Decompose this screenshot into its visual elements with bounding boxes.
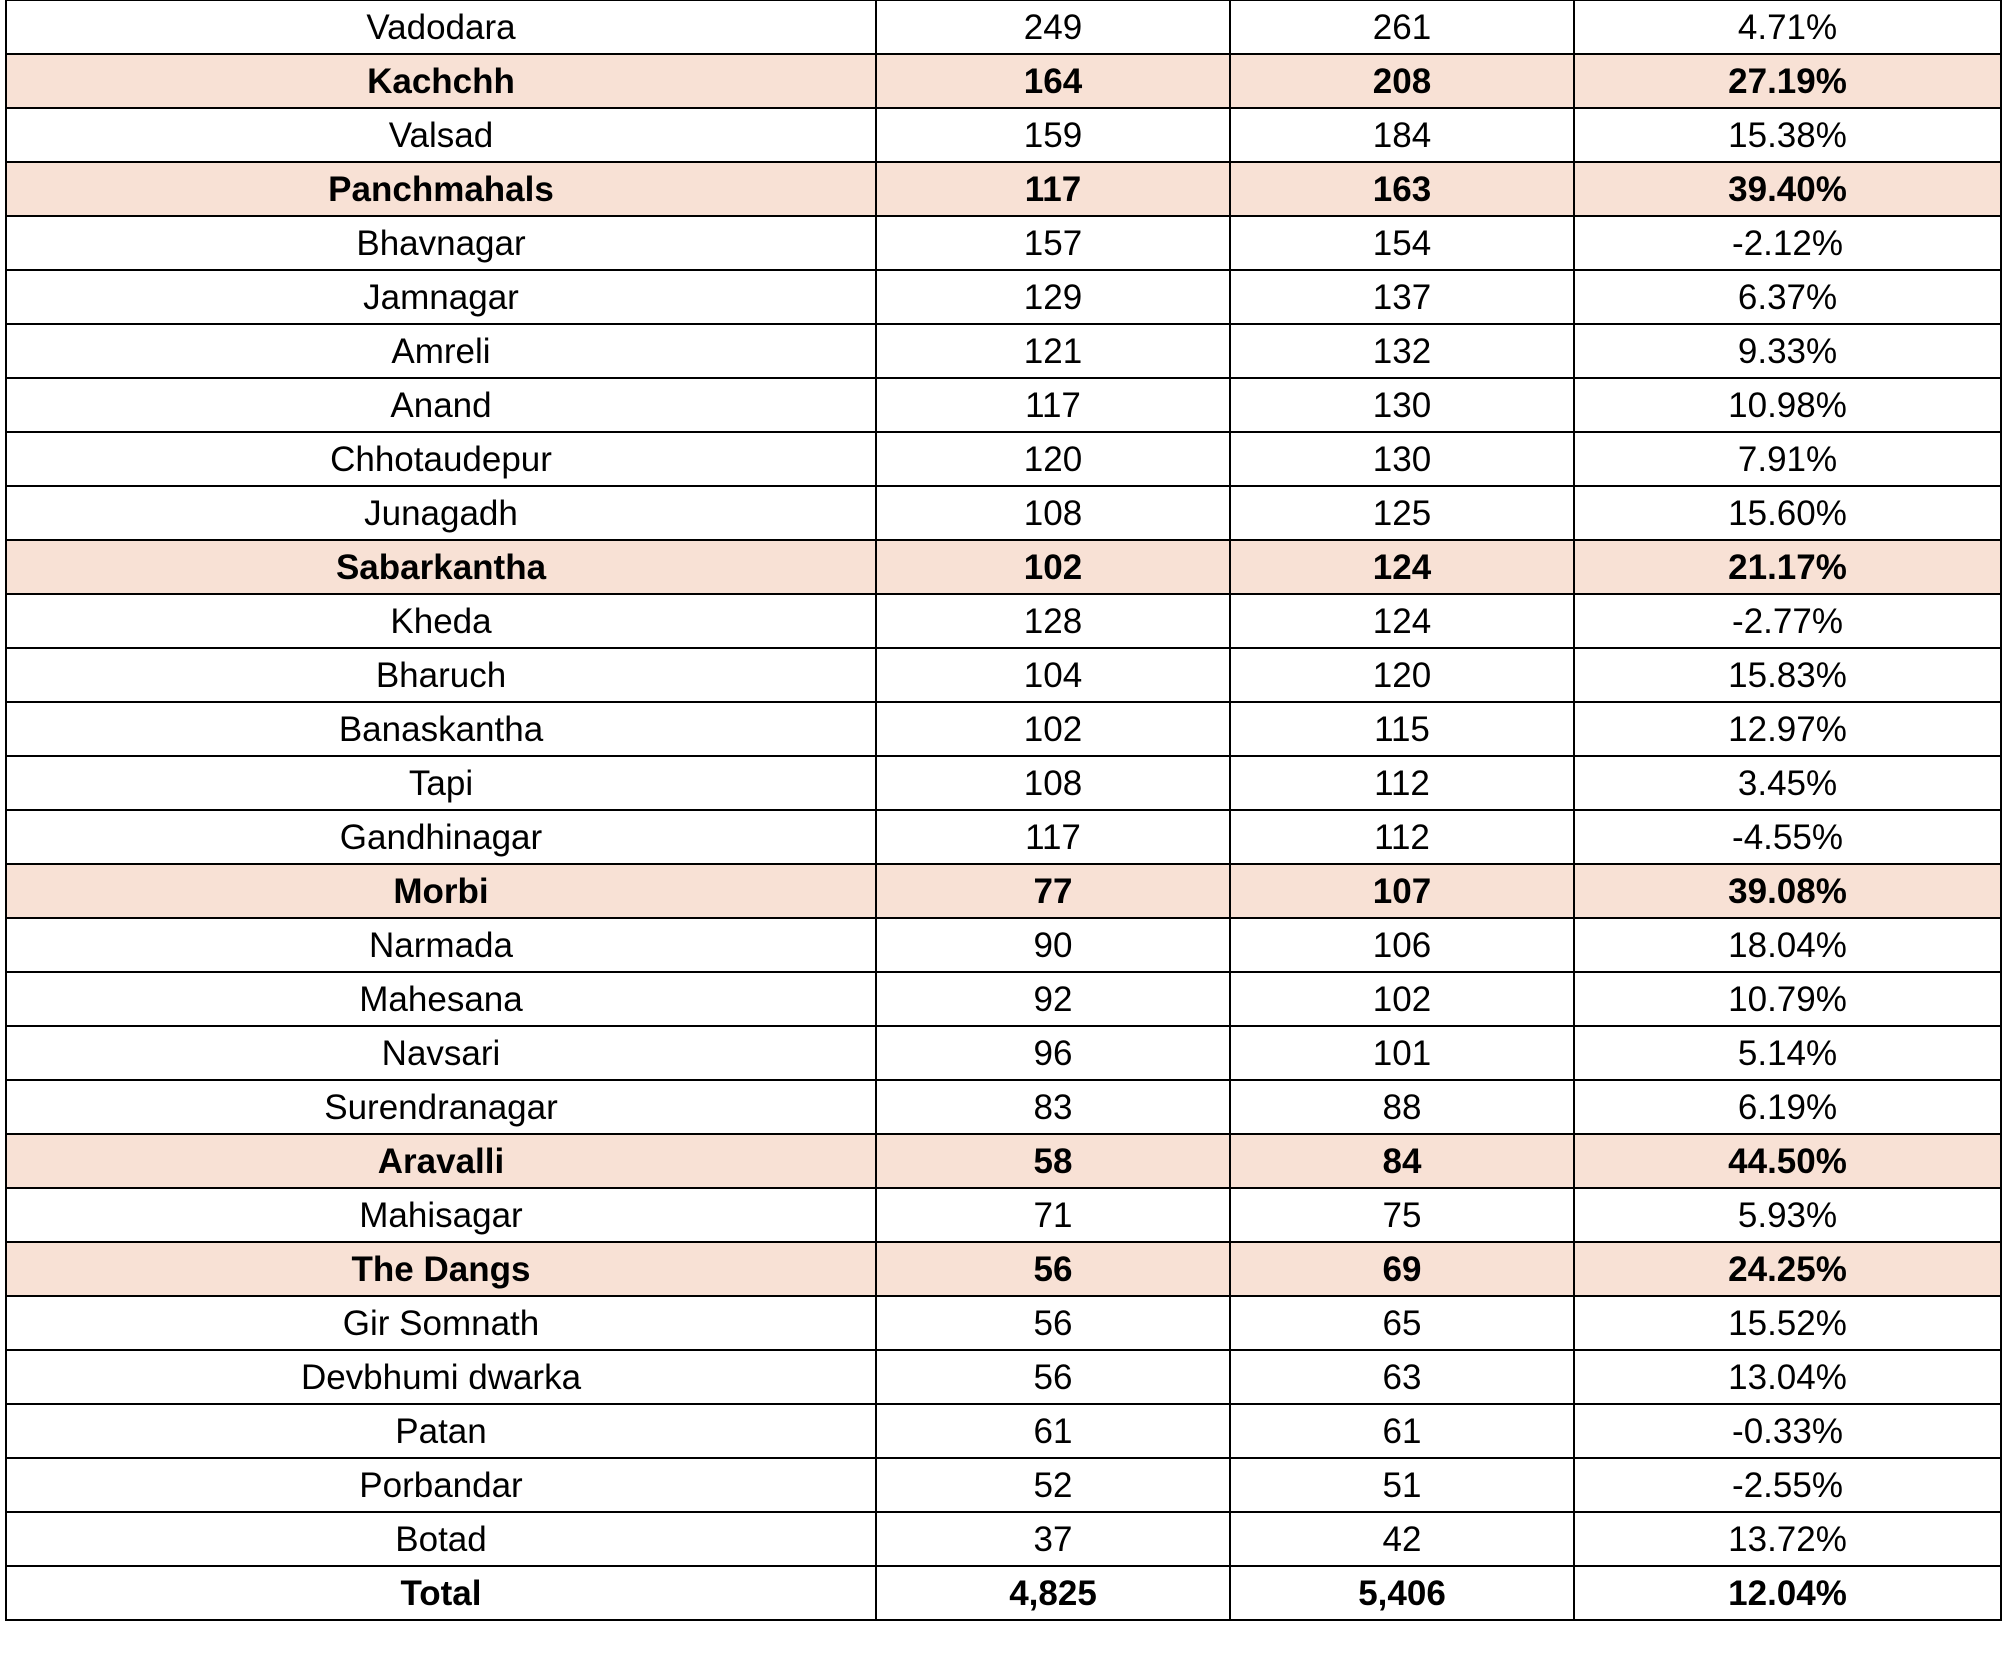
- district-name-cell: Patan: [6, 1404, 876, 1458]
- table-row: [6, 702, 2001, 756]
- value-2-cell: 75: [1230, 1188, 1574, 1242]
- value-2-cell: 112: [1230, 756, 1574, 810]
- value-1-cell: 71: [876, 1188, 1230, 1242]
- district-name-cell: Aravalli: [6, 1134, 876, 1188]
- district-name-cell: Banaskantha: [6, 702, 876, 756]
- district-name-cell: Anand: [6, 378, 876, 432]
- percent-change-cell: -0.33%: [1574, 1404, 2001, 1458]
- percent-change-cell: 6.37%: [1574, 270, 2001, 324]
- district-name-cell: Morbi: [6, 864, 876, 918]
- value-1-cell: 90: [876, 918, 1230, 972]
- total-percent-change-cell: 12.04%: [1574, 1566, 2001, 1620]
- percent-change-cell: 15.52%: [1574, 1296, 2001, 1350]
- value-2-cell: 137: [1230, 270, 1574, 324]
- percent-change-cell: 5.14%: [1574, 1026, 2001, 1080]
- percent-change-cell: 39.08%: [1574, 864, 2001, 918]
- table-row: [6, 594, 2001, 648]
- value-1-cell: 159: [876, 108, 1230, 162]
- total-value-1-cell: 4,825: [876, 1566, 1230, 1620]
- value-1-cell: 120: [876, 432, 1230, 486]
- table-row-highlighted: [6, 540, 2001, 594]
- district-name-cell: Valsad: [6, 108, 876, 162]
- table-row-highlighted: [6, 864, 2001, 918]
- value-1-cell: 128: [876, 594, 1230, 648]
- value-2-cell: 124: [1230, 594, 1574, 648]
- value-1-cell: 56: [876, 1242, 1230, 1296]
- value-2-cell: 163: [1230, 162, 1574, 216]
- table-body: [6, 0, 2001, 1620]
- value-1-cell: 83: [876, 1080, 1230, 1134]
- value-1-cell: 37: [876, 1512, 1230, 1566]
- table-row-highlighted: [6, 162, 2001, 216]
- percent-change-cell: 15.60%: [1574, 486, 2001, 540]
- percent-change-cell: 10.79%: [1574, 972, 2001, 1026]
- value-1-cell: 102: [876, 702, 1230, 756]
- percent-change-cell: -2.77%: [1574, 594, 2001, 648]
- percent-change-cell: 5.93%: [1574, 1188, 2001, 1242]
- value-1-cell: 102: [876, 540, 1230, 594]
- value-2-cell: 102: [1230, 972, 1574, 1026]
- value-2-cell: 61: [1230, 1404, 1574, 1458]
- table-row-highlighted: [6, 1134, 2001, 1188]
- percent-change-cell: -2.12%: [1574, 216, 2001, 270]
- value-1-cell: 164: [876, 54, 1230, 108]
- value-1-cell: 104: [876, 648, 1230, 702]
- value-2-cell: 130: [1230, 378, 1574, 432]
- value-2-cell: 154: [1230, 216, 1574, 270]
- district-name-cell: Mahesana: [6, 972, 876, 1026]
- value-2-cell: 51: [1230, 1458, 1574, 1512]
- value-1-cell: 129: [876, 270, 1230, 324]
- table-row: [6, 1080, 2001, 1134]
- district-name-cell: Porbandar: [6, 1458, 876, 1512]
- value-2-cell: 42: [1230, 1512, 1574, 1566]
- district-name-cell: Chhotaudepur: [6, 432, 876, 486]
- table-row: [6, 378, 2001, 432]
- table-row: [6, 810, 2001, 864]
- value-2-cell: 63: [1230, 1350, 1574, 1404]
- value-2-cell: 84: [1230, 1134, 1574, 1188]
- table-row: [6, 1458, 2001, 1512]
- percent-change-cell: 12.97%: [1574, 702, 2001, 756]
- percent-change-cell: 39.40%: [1574, 162, 2001, 216]
- table-row-highlighted: [6, 1242, 2001, 1296]
- value-2-cell: 69: [1230, 1242, 1574, 1296]
- value-1-cell: 121: [876, 324, 1230, 378]
- percent-change-cell: 15.38%: [1574, 108, 2001, 162]
- percent-change-cell: 27.19%: [1574, 54, 2001, 108]
- value-2-cell: 88: [1230, 1080, 1574, 1134]
- value-2-cell: 101: [1230, 1026, 1574, 1080]
- table-row: [6, 324, 2001, 378]
- value-1-cell: 56: [876, 1350, 1230, 1404]
- value-1-cell: 96: [876, 1026, 1230, 1080]
- value-1-cell: 108: [876, 486, 1230, 540]
- table-row: [6, 756, 2001, 810]
- district-name-cell: Navsari: [6, 1026, 876, 1080]
- value-1-cell: 56: [876, 1296, 1230, 1350]
- percent-change-cell: 6.19%: [1574, 1080, 2001, 1134]
- table-row: [6, 972, 2001, 1026]
- district-name-cell: Vadodara: [6, 0, 876, 54]
- value-1-cell: 157: [876, 216, 1230, 270]
- percent-change-cell: 13.04%: [1574, 1350, 2001, 1404]
- district-name-cell: Botad: [6, 1512, 876, 1566]
- district-name-cell: Narmada: [6, 918, 876, 972]
- percent-change-cell: 3.45%: [1574, 756, 2001, 810]
- total-value-2-cell: 5,406: [1230, 1566, 1574, 1620]
- table-row: [6, 1188, 2001, 1242]
- value-2-cell: 184: [1230, 108, 1574, 162]
- table-row: [6, 216, 2001, 270]
- percent-change-cell: 24.25%: [1574, 1242, 2001, 1296]
- value-2-cell: 125: [1230, 486, 1574, 540]
- table-row: [6, 1404, 2001, 1458]
- value-1-cell: 249: [876, 0, 1230, 54]
- table-row: [6, 432, 2001, 486]
- value-2-cell: 112: [1230, 810, 1574, 864]
- percent-change-cell: 21.17%: [1574, 540, 2001, 594]
- percent-change-cell: 9.33%: [1574, 324, 2001, 378]
- district-table: [5, 0, 2002, 1621]
- value-2-cell: 208: [1230, 54, 1574, 108]
- district-name-cell: Mahisagar: [6, 1188, 876, 1242]
- table-row: [6, 0, 2001, 54]
- value-1-cell: 52: [876, 1458, 1230, 1512]
- value-1-cell: 117: [876, 162, 1230, 216]
- table-row: [6, 1350, 2001, 1404]
- value-2-cell: 107: [1230, 864, 1574, 918]
- value-1-cell: 108: [876, 756, 1230, 810]
- table-row: [6, 270, 2001, 324]
- table-row: [6, 108, 2001, 162]
- district-name-cell: Surendranagar: [6, 1080, 876, 1134]
- percent-change-cell: -2.55%: [1574, 1458, 2001, 1512]
- district-name-cell: Panchmahals: [6, 162, 876, 216]
- district-name-cell: Jamnagar: [6, 270, 876, 324]
- percent-change-cell: 18.04%: [1574, 918, 2001, 972]
- district-name-cell: Amreli: [6, 324, 876, 378]
- district-name-cell: Junagadh: [6, 486, 876, 540]
- value-2-cell: 130: [1230, 432, 1574, 486]
- percent-change-cell: 10.98%: [1574, 378, 2001, 432]
- value-1-cell: 58: [876, 1134, 1230, 1188]
- percent-change-cell: 15.83%: [1574, 648, 2001, 702]
- district-name-cell: Bharuch: [6, 648, 876, 702]
- value-1-cell: 92: [876, 972, 1230, 1026]
- value-2-cell: 124: [1230, 540, 1574, 594]
- district-name-cell: Gir Somnath: [6, 1296, 876, 1350]
- value-2-cell: 115: [1230, 702, 1574, 756]
- district-name-cell: The Dangs: [6, 1242, 876, 1296]
- table-row: [6, 1026, 2001, 1080]
- district-name-cell: Bhavnagar: [6, 216, 876, 270]
- percent-change-cell: 4.71%: [1574, 0, 2001, 54]
- total-label-cell: Total: [6, 1566, 876, 1620]
- table-row: [6, 1296, 2001, 1350]
- value-2-cell: 132: [1230, 324, 1574, 378]
- table-row: [6, 648, 2001, 702]
- percent-change-cell: 44.50%: [1574, 1134, 2001, 1188]
- district-name-cell: Devbhumi dwarka: [6, 1350, 876, 1404]
- percent-change-cell: 7.91%: [1574, 432, 2001, 486]
- value-2-cell: 106: [1230, 918, 1574, 972]
- total-row: [6, 1566, 2001, 1620]
- value-2-cell: 120: [1230, 648, 1574, 702]
- value-1-cell: 117: [876, 378, 1230, 432]
- value-1-cell: 77: [876, 864, 1230, 918]
- table-row: [6, 918, 2001, 972]
- district-name-cell: Kachchh: [6, 54, 876, 108]
- district-name-cell: Sabarkantha: [6, 540, 876, 594]
- district-name-cell: Gandhinagar: [6, 810, 876, 864]
- value-1-cell: 61: [876, 1404, 1230, 1458]
- table-row-highlighted: [6, 54, 2001, 108]
- district-name-cell: Tapi: [6, 756, 876, 810]
- value-2-cell: 261: [1230, 0, 1574, 54]
- percent-change-cell: 13.72%: [1574, 1512, 2001, 1566]
- table-row: [6, 1512, 2001, 1566]
- table-row: [6, 486, 2001, 540]
- value-2-cell: 65: [1230, 1296, 1574, 1350]
- district-name-cell: Kheda: [6, 594, 876, 648]
- value-1-cell: 117: [876, 810, 1230, 864]
- percent-change-cell: -4.55%: [1574, 810, 2001, 864]
